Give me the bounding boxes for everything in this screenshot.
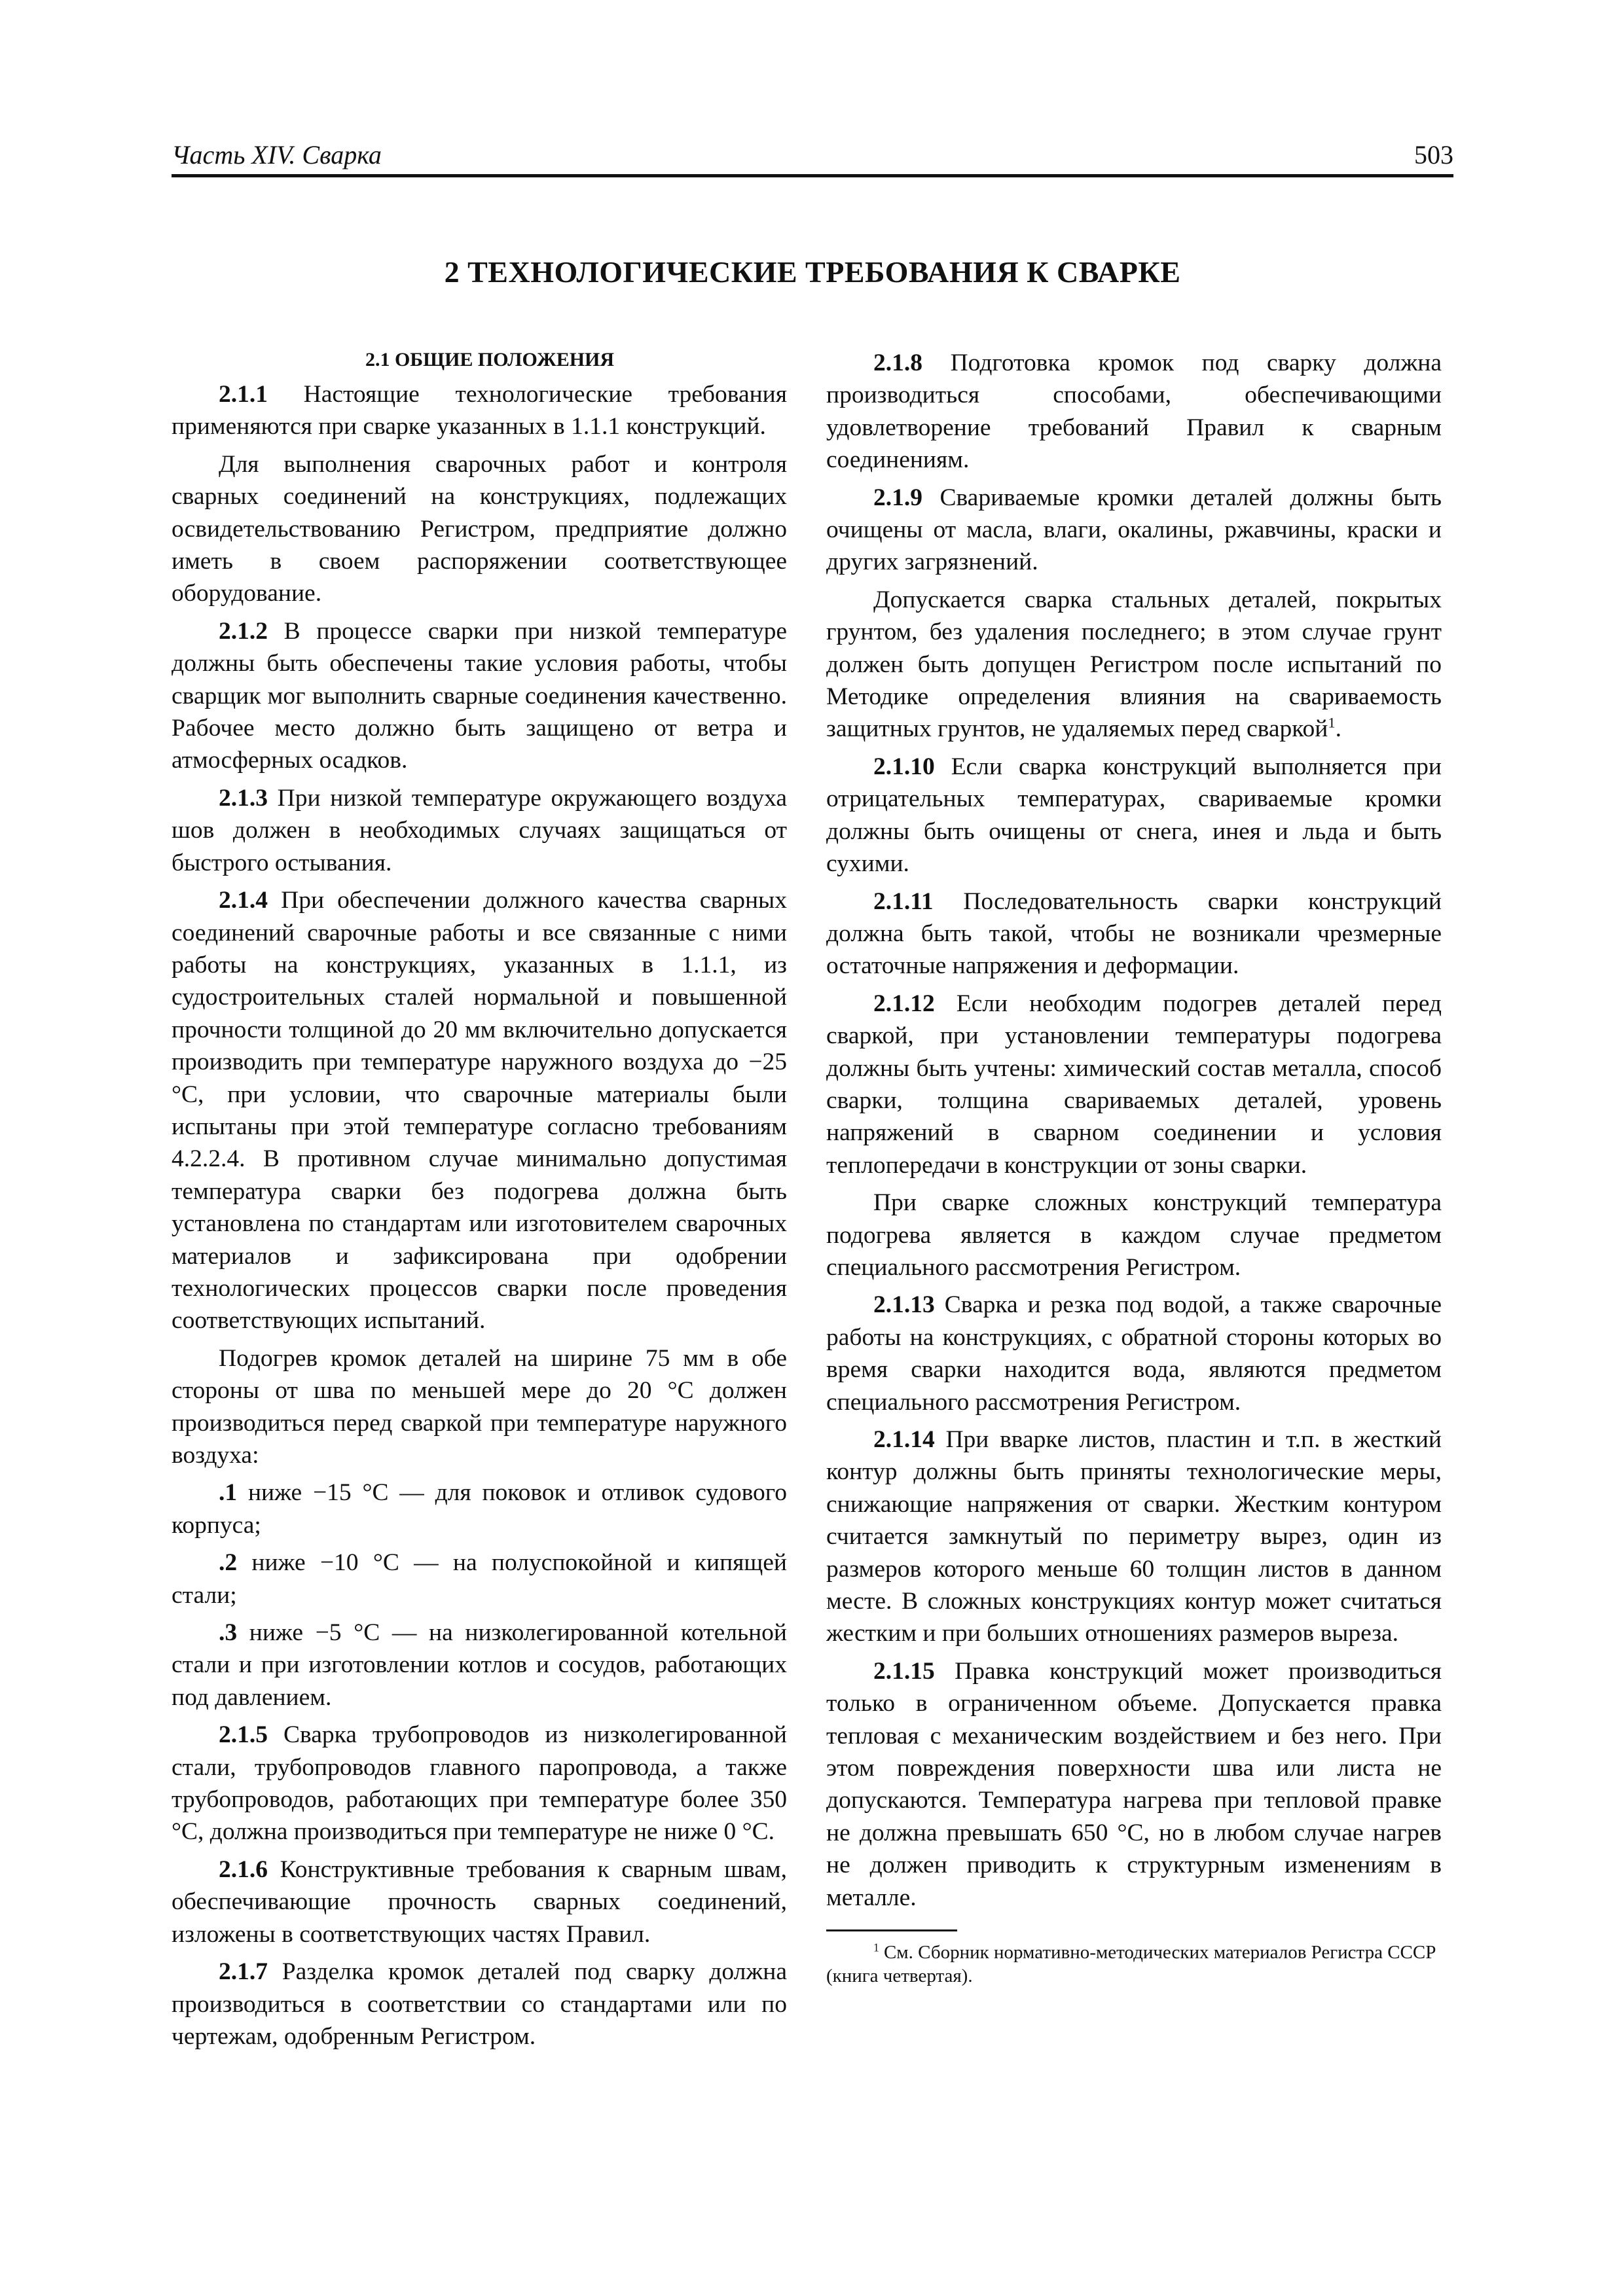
paragraph-2-1-9-b: [826, 584, 1442, 745]
header-rule: [172, 174, 1453, 177]
paragraph-2-1-4-b: Подогрев кромок деталей на ширине 75 мм в обе стороны от шва по меньшей мере до 20 °С должен производиться перед сваркой при температуре наружного воздуха:: [172, 1344, 787, 1469]
clause-text: Допускается сварка стальных деталей, покрытых грунтом, без удаления последнего; в этом случае грунт должен быть допущен Регистром после испытаний по Методике определения влияния на свариваемость защитных грунтов, не удаляемых перед сваркой: [826, 586, 1442, 743]
section-title: 2 ТЕХНОЛОГИЧЕСКИЕ ТРЕБОВАНИЯ К СВАРКЕ: [444, 255, 1181, 289]
clause-number: 2.1.7: [219, 1958, 268, 1986]
paragraph-2-1-2: [172, 615, 787, 777]
list-text: ниже −10 °С — на полуспокойной и кипящей стали;: [172, 1549, 787, 1609]
page-number: 503: [1414, 140, 1453, 170]
clause-text: Настоящие технологические требования применяются при сварке указанных в 1.1.1 конструкций.: [172, 381, 787, 440]
clause-text: В процессе сварки при низкой температуре должны быть обеспечены такие условия работы, чтобы сварщик мог выполнить сварные соединения качественно. Рабочее место должно быть защищено от ветра и атмосферных осадков.: [172, 617, 787, 774]
clause-number: 2.1.9: [873, 484, 922, 511]
list-text: ниже −15 °С — для поковок и отливок судового корпуса;: [172, 1479, 787, 1539]
clause-text: Если сварка конструкций выполняется при отрицательных температурах, свариваемые кромки должны быть очищены от снега, инея и льда и быть сухими.: [826, 753, 1442, 878]
footnote-mark: 1: [873, 1941, 879, 1954]
paragraph-2-1-9: [826, 482, 1442, 579]
clause-number: 2.1.12: [873, 990, 935, 1017]
clause-text: При обеспечении должного качества сварных соединений сварочные работы и все связанные с ними работы на конструкциях, указанных в 1.1.1, из судостроительных сталей нормальной и повышенной прочности толщиной до 20 мм включительно допускается производить при температуре наружного воздуха до −25 °С, при условии, что сварочные материалы были испытаны при этой температуре согласно требованиям 4.2.2.4. В противном случае минимально допустимая температура сварки без подогрева должна быть установлена по стандартам или изготовителем сварочных материалов и зафиксирована при одобрении технологических процессов сварки после проведения соответствующих испытаний.: [172, 887, 787, 1335]
clause-text: Правка конструкций может производиться только в ограниченном объеме. Допускается правка тепловая с механическим воздействием и без него. При этом повреждения поверхности шва или листа не допускаются. Температура нагрева при тепловой правке не должна превышать 650 °С, но в любом случае нагрев не должен приводить к структурным изменениям в металле.: [826, 1657, 1442, 1911]
period: .: [1335, 715, 1341, 743]
clause-number: 2.1.5: [219, 1721, 268, 1749]
clause-text: Если необходим подогрев деталей перед сваркой, при установлении температуры подогрева должны быть учтены: химический состав металла, способ сварки, толщина свариваемых деталей, уровень напряжений в сварном соединении и условия теплопередачи в конструкции от зоны сварки.: [826, 990, 1442, 1179]
paragraph-2-1-3: [172, 782, 787, 879]
clause-number: 2.1.15: [873, 1657, 935, 1685]
clause-text: Конструктивные требования к сварным швам, обеспечивающие прочность сварных соединений, изложены в соответствующих частях Правил.: [172, 1856, 787, 1948]
paragraph-2-1-14: [826, 1424, 1442, 1650]
list-text: ниже −5 °С — на низколегированной котельной стали и при изготовлении котлов и сосудов, работающих под давлением.: [172, 1619, 787, 1711]
clause-number: 2.1.2: [219, 617, 268, 645]
footnote-reference[interactable]: 1: [1328, 714, 1336, 731]
list-marker: .2: [219, 1549, 238, 1577]
clause-number: 2.1.14: [873, 1426, 935, 1453]
left-column: [172, 347, 787, 2058]
clause-text: Сварка и резка под водой, а также сварочные работы на конструкциях, с обратной стороны которых во время сварки находится вода, являются предметом специального рассмотрения Регистром.: [826, 1291, 1442, 1416]
clause-number: 2.1.4: [219, 887, 268, 914]
list-marker: .3: [219, 1619, 238, 1647]
list-marker: .1: [219, 1479, 238, 1507]
paragraph-2-1-4: [172, 884, 787, 1337]
clause-text: При вварке листов, пластин и т.п. в жесткий контур должны быть приняты технологические меры, снижающие напряжения от сварки. Жестким контуром считается замкнутый по периметру вырез, один из размеров которого меньше 60 толщин листов в данном месте. В сложных конструкциях контур может считаться жестким и при больших отношениях размеров выреза.: [826, 1426, 1442, 1647]
clause-text: Свариваемые кромки деталей должны быть очищены от масла, влаги, окалины, ржавчины, краски и других загрязнений.: [826, 484, 1442, 576]
footnote-rule: [826, 1929, 957, 1931]
clause-number: 2.1.11: [873, 888, 934, 915]
list-item-3: [172, 1617, 787, 1713]
paragraph-2-1-8: [826, 347, 1442, 476]
clause-text: Разделка кромок деталей под сварку должна производиться в соответствии со стандартами или по чертежам, одобренным Регистром.: [172, 1958, 787, 2050]
paragraph-2-1-5: [172, 1719, 787, 1848]
paragraph-2-1-13: [826, 1289, 1442, 1418]
clause-number: 2.1.1: [219, 381, 268, 408]
list-item-1: [172, 1477, 787, 1541]
clause-number: 2.1.8: [873, 350, 922, 376]
paragraph-2-1-10: [826, 751, 1442, 880]
clause-text: Сварка трубопроводов из низколегированной стали, трубопроводов главного паропровода, а также трубопроводов, работающих при температуре более 350 °С, должна производиться при температуре не ниже 0 °С.: [172, 1721, 787, 1846]
subsection-title: 2.1 ОБЩИЕ ПОЛОЖЕНИЯ: [365, 349, 615, 370]
clause-text: При низкой температуре окружающего воздуха шов должен в необходимых случаях защищаться от быстрого остывания.: [172, 784, 787, 876]
paragraph-2-1-1-b: Для выполнения сварочных работ и контроля сварных соединений на конструкциях, подлежащих освидетельствованию Регистром, предприятие должно иметь в своем распоряжении соответствующее оборудование.: [172, 450, 787, 607]
paragraph-2-1-1: [172, 378, 787, 443]
paragraph-2-1-6: [172, 1854, 787, 1950]
paragraph-2-1-12: [826, 988, 1442, 1181]
clause-number: 2.1.6: [219, 1856, 268, 1883]
paragraph-2-1-11: [826, 886, 1442, 982]
clause-number: 2.1.13: [873, 1291, 935, 1319]
paragraph-2-1-7: [172, 1956, 787, 2053]
clause-text: Последовательность сварки конструкций должна быть такой, чтобы не возникали чрезмерные остаточные напряжения и деформации.: [826, 888, 1442, 980]
paragraph-2-1-15: [826, 1655, 1442, 1914]
running-title: Часть XIV. Сварка: [172, 140, 382, 170]
footnote-text: См. Сборник нормативно-методических материалов Регистра СССР (книга четвертая).: [826, 1942, 1436, 1987]
clause-number: 2.1.3: [219, 784, 268, 812]
paragraph-2-1-12-b: При сварке сложных конструкций температура подогрева является в каждом случае предметом специального рассмотрения Регистром.: [826, 1189, 1442, 1281]
footnote: [826, 1941, 1442, 1988]
list-item-2: [172, 1547, 787, 1611]
clause-number: 2.1.10: [873, 753, 935, 780]
clause-text: Подготовка кромок под сварку должна производиться способами, обеспечивающими удовлетворение требований Правил к сварным соединениям.: [826, 350, 1442, 474]
right-column: [826, 347, 1442, 1993]
running-header: [172, 139, 1453, 177]
